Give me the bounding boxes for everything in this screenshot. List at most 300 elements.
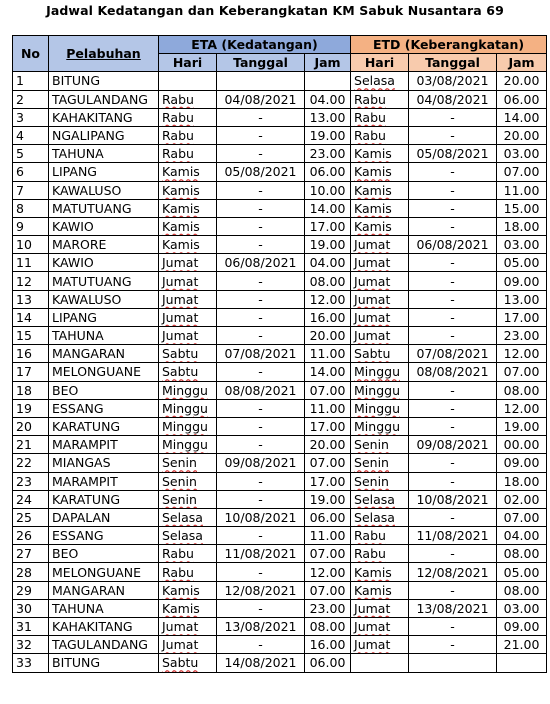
cell-eta-jam: 13.00 xyxy=(305,108,351,126)
cell-eta-jam: 23.00 xyxy=(305,145,351,163)
cell-etd-jam: 18.00 xyxy=(497,472,547,490)
cell-etd-tanggal: - xyxy=(409,508,497,526)
cell-pelabuhan: MARAMPIT xyxy=(49,436,159,454)
cell-eta-hari xyxy=(159,490,217,508)
cell-eta-hari xyxy=(159,417,217,435)
cell-etd-hari xyxy=(351,254,409,272)
header-eta-hari: Hari xyxy=(159,54,217,72)
cell-eta-tanggal: - xyxy=(217,199,305,217)
table-row xyxy=(13,290,547,308)
table-row xyxy=(13,272,547,290)
cell-eta-tanggal: - xyxy=(217,636,305,654)
cell-pelabuhan: MANGARAN xyxy=(49,581,159,599)
cell-pelabuhan: MIANGAS xyxy=(49,454,159,472)
cell-no: 11 xyxy=(13,254,49,272)
cell-etd-tanggal: - xyxy=(409,308,497,326)
table-row xyxy=(13,126,547,144)
cell-eta-hari-text: Sabtu xyxy=(162,364,199,380)
cell-no: 5 xyxy=(13,145,49,163)
cell-eta-hari-text: Rabu xyxy=(162,546,194,562)
cell-no: 2 xyxy=(13,90,49,108)
table-row xyxy=(13,618,547,636)
cell-eta-jam: 16.00 xyxy=(305,636,351,654)
cell-eta-jam: 14.00 xyxy=(305,363,351,381)
cell-eta-hari-text: Jumat xyxy=(162,309,199,325)
cell-eta-hari xyxy=(159,236,217,254)
cell-etd-jam: 13.00 xyxy=(497,290,547,308)
cell-pelabuhan: BEO xyxy=(49,545,159,563)
cell-etd-hari-text: Sabtu xyxy=(354,346,391,362)
cell-eta-hari xyxy=(159,217,217,235)
cell-etd-hari xyxy=(351,345,409,363)
cell-etd-hari xyxy=(351,217,409,235)
cell-etd-jam: 17.00 xyxy=(497,308,547,326)
cell-etd-tanggal: 03/08/2021 xyxy=(409,72,497,90)
cell-etd-hari-text: Jumat xyxy=(354,255,391,271)
cell-no: 33 xyxy=(13,654,49,672)
cell-eta-hari xyxy=(159,90,217,108)
cell-eta-jam: 14.00 xyxy=(305,199,351,217)
cell-etd-jam xyxy=(497,654,547,672)
cell-etd-jam: 11.00 xyxy=(497,181,547,199)
cell-etd-jam: 08.00 xyxy=(497,581,547,599)
cell-eta-hari xyxy=(159,108,217,126)
cell-eta-tanggal: - xyxy=(217,563,305,581)
cell-no: 22 xyxy=(13,454,49,472)
cell-etd-jam: 07.00 xyxy=(497,363,547,381)
cell-etd-hari xyxy=(351,90,409,108)
cell-no: 9 xyxy=(13,217,49,235)
cell-eta-jam: 19.00 xyxy=(305,236,351,254)
cell-etd-hari xyxy=(351,163,409,181)
cell-eta-tanggal: - xyxy=(217,181,305,199)
cell-eta-hari xyxy=(159,436,217,454)
cell-eta-jam: 06.00 xyxy=(305,508,351,526)
cell-etd-tanggal: - xyxy=(409,272,497,290)
cell-eta-tanggal: - xyxy=(217,290,305,308)
cell-no: 4 xyxy=(13,126,49,144)
cell-etd-tanggal: - xyxy=(409,581,497,599)
cell-etd-jam: 03.00 xyxy=(497,599,547,617)
cell-etd-tanggal: - xyxy=(409,472,497,490)
table-row xyxy=(13,581,547,599)
cell-eta-jam: 06.00 xyxy=(305,654,351,672)
cell-etd-tanggal: - xyxy=(409,290,497,308)
cell-etd-jam: 12.00 xyxy=(497,399,547,417)
cell-etd-hari-text: Minggu xyxy=(354,419,400,435)
cell-eta-hari-text: Jumat xyxy=(162,619,199,635)
cell-etd-jam: 05.00 xyxy=(497,254,547,272)
cell-eta-jam: 04.00 xyxy=(305,90,351,108)
header-etd-hari: Hari xyxy=(351,54,409,72)
cell-eta-hari-text: Rabu xyxy=(162,128,194,144)
cell-pelabuhan: LIPANG xyxy=(49,163,159,181)
header-row-top xyxy=(13,36,547,54)
cell-eta-hari xyxy=(159,508,217,526)
cell-eta-hari xyxy=(159,72,217,90)
cell-etd-hari-text: Minggu xyxy=(354,364,400,380)
cell-etd-hari-text: Jumat xyxy=(354,328,391,344)
cell-pelabuhan: TAGULANDANG xyxy=(49,90,159,108)
cell-etd-hari xyxy=(351,72,409,90)
cell-etd-hari-text: Jumat xyxy=(354,619,391,635)
cell-eta-jam: 07.00 xyxy=(305,381,351,399)
cell-eta-hari xyxy=(159,199,217,217)
cell-eta-hari xyxy=(159,163,217,181)
cell-etd-jam: 05.00 xyxy=(497,563,547,581)
cell-pelabuhan: BITUNG xyxy=(49,72,159,90)
cell-etd-jam: 02.00 xyxy=(497,490,547,508)
cell-eta-tanggal: - xyxy=(217,490,305,508)
cell-etd-jam: 08.00 xyxy=(497,545,547,563)
table-row xyxy=(13,199,547,217)
cell-pelabuhan: KAWALUSO xyxy=(49,181,159,199)
cell-etd-hari xyxy=(351,563,409,581)
cell-etd-hari xyxy=(351,472,409,490)
cell-eta-hari-text: Sabtu xyxy=(162,655,199,671)
cell-etd-tanggal: - xyxy=(409,381,497,399)
cell-etd-hari xyxy=(351,654,409,672)
cell-etd-jam: 19.00 xyxy=(497,417,547,435)
cell-eta-jam: 23.00 xyxy=(305,599,351,617)
cell-etd-tanggal: 12/08/2021 xyxy=(409,563,497,581)
cell-pelabuhan: NGALIPANG xyxy=(49,126,159,144)
cell-pelabuhan: KAHAKITANG xyxy=(49,108,159,126)
cell-eta-jam: 19.00 xyxy=(305,126,351,144)
cell-pelabuhan: MARORE xyxy=(49,236,159,254)
cell-eta-hari xyxy=(159,254,217,272)
table-row xyxy=(13,345,547,363)
cell-pelabuhan: TAGULANDANG xyxy=(49,636,159,654)
cell-pelabuhan: KAHAKITANG xyxy=(49,618,159,636)
cell-eta-jam xyxy=(305,72,351,90)
cell-etd-jam: 20.00 xyxy=(497,72,547,90)
table-row xyxy=(13,108,547,126)
cell-eta-hari xyxy=(159,308,217,326)
cell-etd-tanggal: - xyxy=(409,126,497,144)
cell-eta-hari-text: Senin xyxy=(162,455,197,471)
cell-etd-hari xyxy=(351,145,409,163)
cell-etd-hari-text: Kamis xyxy=(354,146,392,162)
cell-eta-jam: 19.00 xyxy=(305,490,351,508)
cell-eta-hari xyxy=(159,290,217,308)
table-row xyxy=(13,72,547,90)
cell-eta-hari-text: Kamis xyxy=(162,164,200,180)
cell-etd-hari-text: Kamis xyxy=(354,582,392,598)
cell-no: 21 xyxy=(13,436,49,454)
cell-no: 29 xyxy=(13,581,49,599)
cell-etd-hari-text: Jumat xyxy=(354,273,391,289)
cell-eta-hari xyxy=(159,345,217,363)
table-row xyxy=(13,163,547,181)
header-etd-jam: Jam xyxy=(497,54,547,72)
cell-eta-jam: 12.00 xyxy=(305,563,351,581)
cell-etd-jam: 12.00 xyxy=(497,345,547,363)
cell-pelabuhan: KARATUNG xyxy=(49,417,159,435)
cell-eta-tanggal: - xyxy=(217,472,305,490)
cell-etd-hari xyxy=(351,236,409,254)
cell-eta-hari-text: Rabu xyxy=(162,91,194,107)
cell-pelabuhan: DAPALAN xyxy=(49,508,159,526)
cell-etd-jam: 09.00 xyxy=(497,454,547,472)
cell-eta-jam: 04.00 xyxy=(305,254,351,272)
cell-etd-hari xyxy=(351,399,409,417)
cell-etd-jam: 00.00 xyxy=(497,436,547,454)
cell-eta-hari-text: Senin xyxy=(162,491,197,507)
cell-pelabuhan: KAWIO xyxy=(49,217,159,235)
cell-no: 28 xyxy=(13,563,49,581)
cell-etd-hari-text: Selasa xyxy=(354,491,395,507)
cell-eta-jam: 11.00 xyxy=(305,345,351,363)
cell-pelabuhan: MATUTUANG xyxy=(49,272,159,290)
cell-etd-jam: 14.00 xyxy=(497,108,547,126)
cell-etd-tanggal: - xyxy=(409,399,497,417)
cell-eta-hari-text: Kamis xyxy=(162,600,200,616)
cell-etd-hari-text: Rabu xyxy=(354,128,386,144)
cell-etd-hari xyxy=(351,454,409,472)
cell-etd-hari-text: Rabu xyxy=(354,109,386,125)
cell-eta-hari-text: Senin xyxy=(162,473,197,489)
cell-etd-jam: 21.00 xyxy=(497,636,547,654)
cell-etd-hari xyxy=(351,581,409,599)
cell-eta-tanggal: - xyxy=(217,217,305,235)
schedule-table xyxy=(12,35,547,673)
cell-eta-hari-text: Kamis xyxy=(162,182,200,198)
cell-pelabuhan: KARATUNG xyxy=(49,490,159,508)
header-eta-jam: Jam xyxy=(305,54,351,72)
table-row xyxy=(13,381,547,399)
cell-etd-hari xyxy=(351,290,409,308)
cell-etd-hari-text: Senin xyxy=(354,437,389,453)
cell-etd-hari xyxy=(351,618,409,636)
cell-etd-tanggal: 07/08/2021 xyxy=(409,345,497,363)
cell-etd-hari-text: Jumat xyxy=(354,637,391,653)
cell-eta-tanggal: 12/08/2021 xyxy=(217,581,305,599)
cell-etd-hari-text: Minggu xyxy=(354,400,400,416)
table-row xyxy=(13,636,547,654)
cell-no: 24 xyxy=(13,490,49,508)
cell-eta-hari xyxy=(159,381,217,399)
cell-eta-hari xyxy=(159,472,217,490)
table-row xyxy=(13,308,547,326)
cell-eta-hari-text: Minggu xyxy=(162,437,208,453)
cell-eta-tanggal: 07/08/2021 xyxy=(217,345,305,363)
cell-no: 20 xyxy=(13,417,49,435)
header-pelabuhan xyxy=(49,36,159,72)
cell-etd-hari-text: Senin xyxy=(354,473,389,489)
schedule-body xyxy=(13,72,547,672)
cell-etd-tanggal: - xyxy=(409,199,497,217)
cell-etd-hari xyxy=(351,126,409,144)
cell-eta-tanggal: - xyxy=(217,236,305,254)
cell-eta-jam: 12.00 xyxy=(305,290,351,308)
cell-etd-hari-text: Jumat xyxy=(354,237,391,253)
cell-eta-jam: 07.00 xyxy=(305,581,351,599)
cell-etd-tanggal: - xyxy=(409,545,497,563)
cell-etd-hari xyxy=(351,199,409,217)
cell-etd-tanggal: - xyxy=(409,636,497,654)
cell-eta-jam: 20.00 xyxy=(305,436,351,454)
cell-etd-tanggal: - xyxy=(409,254,497,272)
cell-eta-jam: 17.00 xyxy=(305,217,351,235)
table-row xyxy=(13,363,547,381)
table-row xyxy=(13,508,547,526)
cell-etd-tanggal: - xyxy=(409,327,497,345)
cell-pelabuhan: TAHUNA xyxy=(49,327,159,345)
cell-etd-hari-text: Senin xyxy=(354,455,389,471)
cell-eta-jam: 07.00 xyxy=(305,545,351,563)
cell-pelabuhan: ESSANG xyxy=(49,399,159,417)
cell-no: 15 xyxy=(13,327,49,345)
cell-eta-jam: 17.00 xyxy=(305,417,351,435)
cell-eta-hari xyxy=(159,545,217,563)
cell-eta-hari-text: Minggu xyxy=(162,382,208,398)
cell-etd-tanggal: - xyxy=(409,108,497,126)
cell-eta-hari-text: Minggu xyxy=(162,400,208,416)
cell-etd-hari-text: Jumat xyxy=(354,309,391,325)
header-eta-tanggal: Tanggal xyxy=(217,54,305,72)
cell-no: 7 xyxy=(13,181,49,199)
table-row xyxy=(13,527,547,545)
cell-etd-hari xyxy=(351,181,409,199)
cell-no: 1 xyxy=(13,72,49,90)
cell-eta-hari-text: Selasa xyxy=(162,509,203,525)
cell-eta-hari xyxy=(159,654,217,672)
cell-pelabuhan: BEO xyxy=(49,381,159,399)
cell-etd-tanggal: - xyxy=(409,217,497,235)
cell-etd-hari-text: Minggu xyxy=(354,382,400,398)
cell-eta-tanggal: 14/08/2021 xyxy=(217,654,305,672)
cell-eta-tanggal: 08/08/2021 xyxy=(217,381,305,399)
cell-etd-hari-text: Rabu xyxy=(354,528,386,544)
cell-eta-jam: 08.00 xyxy=(305,272,351,290)
cell-etd-jam: 18.00 xyxy=(497,217,547,235)
table-row xyxy=(13,599,547,617)
cell-eta-jam: 11.00 xyxy=(305,399,351,417)
cell-no: 19 xyxy=(13,399,49,417)
cell-etd-tanggal: - xyxy=(409,454,497,472)
cell-eta-jam: 07.00 xyxy=(305,454,351,472)
cell-pelabuhan: MARAMPIT xyxy=(49,472,159,490)
cell-pelabuhan: MELONGUANE xyxy=(49,363,159,381)
header-etd-tanggal: Tanggal xyxy=(409,54,497,72)
cell-no: 14 xyxy=(13,308,49,326)
cell-eta-hari xyxy=(159,145,217,163)
cell-eta-hari-text: Jumat xyxy=(162,328,199,344)
table-row xyxy=(13,563,547,581)
cell-eta-hari xyxy=(159,527,217,545)
cell-no: 25 xyxy=(13,508,49,526)
cell-eta-tanggal: 05/08/2021 xyxy=(217,163,305,181)
cell-eta-hari xyxy=(159,563,217,581)
cell-eta-tanggal: 09/08/2021 xyxy=(217,454,305,472)
table-row xyxy=(13,327,547,345)
cell-etd-jam: 03.00 xyxy=(497,236,547,254)
cell-etd-jam: 06.00 xyxy=(497,90,547,108)
cell-etd-tanggal: - xyxy=(409,181,497,199)
cell-etd-hari-text: Kamis xyxy=(354,218,392,234)
cell-eta-hari xyxy=(159,126,217,144)
cell-etd-hari-text: Selasa xyxy=(354,73,395,89)
cell-eta-tanggal xyxy=(217,72,305,90)
cell-eta-tanggal: 11/08/2021 xyxy=(217,545,305,563)
table-row xyxy=(13,490,547,508)
cell-etd-hari-text: Selasa xyxy=(354,509,395,525)
cell-etd-hari xyxy=(351,490,409,508)
cell-eta-tanggal: - xyxy=(217,327,305,345)
header-etd: ETD (Keberangkatan) xyxy=(351,36,547,54)
header-no: No xyxy=(13,36,49,72)
cell-eta-hari-text: Jumat xyxy=(162,291,199,307)
cell-pelabuhan: TAHUNA xyxy=(49,599,159,617)
cell-etd-jam: 09.00 xyxy=(497,618,547,636)
cell-etd-hari xyxy=(351,436,409,454)
cell-no: 8 xyxy=(13,199,49,217)
cell-etd-hari-text: Rabu xyxy=(354,546,386,562)
cell-eta-tanggal: 10/08/2021 xyxy=(217,508,305,526)
cell-etd-jam: 04.00 xyxy=(497,527,547,545)
cell-no: 27 xyxy=(13,545,49,563)
cell-etd-hari-text: Jumat xyxy=(354,291,391,307)
cell-etd-tanggal: - xyxy=(409,417,497,435)
cell-etd-tanggal: 05/08/2021 xyxy=(409,145,497,163)
cell-eta-hari-text: Kamis xyxy=(162,218,200,234)
cell-no: 32 xyxy=(13,636,49,654)
cell-eta-jam: 11.00 xyxy=(305,527,351,545)
cell-eta-hari-text: Rabu xyxy=(162,564,194,580)
table-row xyxy=(13,236,547,254)
cell-eta-tanggal: - xyxy=(217,417,305,435)
cell-eta-hari xyxy=(159,618,217,636)
cell-etd-jam: 07.00 xyxy=(497,163,547,181)
cell-no: 13 xyxy=(13,290,49,308)
cell-etd-hari-text: Kamis xyxy=(354,564,392,580)
table-row xyxy=(13,254,547,272)
cell-no: 26 xyxy=(13,527,49,545)
cell-etd-jam: 07.00 xyxy=(497,508,547,526)
cell-etd-hari xyxy=(351,417,409,435)
cell-eta-tanggal: 06/08/2021 xyxy=(217,254,305,272)
cell-etd-hari xyxy=(351,108,409,126)
cell-eta-jam: 06.00 xyxy=(305,163,351,181)
cell-etd-tanggal: - xyxy=(409,618,497,636)
table-row xyxy=(13,181,547,199)
cell-eta-hari xyxy=(159,599,217,617)
cell-etd-jam: 03.00 xyxy=(497,145,547,163)
cell-etd-hari-text: Kamis xyxy=(354,164,392,180)
cell-eta-tanggal: - xyxy=(217,145,305,163)
cell-etd-tanggal: 13/08/2021 xyxy=(409,599,497,617)
cell-etd-hari xyxy=(351,327,409,345)
cell-no: 18 xyxy=(13,381,49,399)
cell-etd-jam: 15.00 xyxy=(497,199,547,217)
cell-etd-hari xyxy=(351,545,409,563)
table-row xyxy=(13,454,547,472)
cell-etd-tanggal: 06/08/2021 xyxy=(409,236,497,254)
cell-etd-jam: 23.00 xyxy=(497,327,547,345)
cell-eta-hari-text: Jumat xyxy=(162,255,199,271)
cell-eta-hari-text: Kamis xyxy=(162,200,200,216)
cell-eta-hari-text: Selasa xyxy=(162,528,203,544)
cell-etd-tanggal: 10/08/2021 xyxy=(409,490,497,508)
header-eta: ETA (Kedatangan) xyxy=(159,36,351,54)
table-row xyxy=(13,654,547,672)
cell-no: 10 xyxy=(13,236,49,254)
cell-etd-hari-text: Jumat xyxy=(354,600,391,616)
cell-etd-jam: 09.00 xyxy=(497,272,547,290)
cell-etd-hari xyxy=(351,381,409,399)
cell-pelabuhan: KAWIO xyxy=(49,254,159,272)
